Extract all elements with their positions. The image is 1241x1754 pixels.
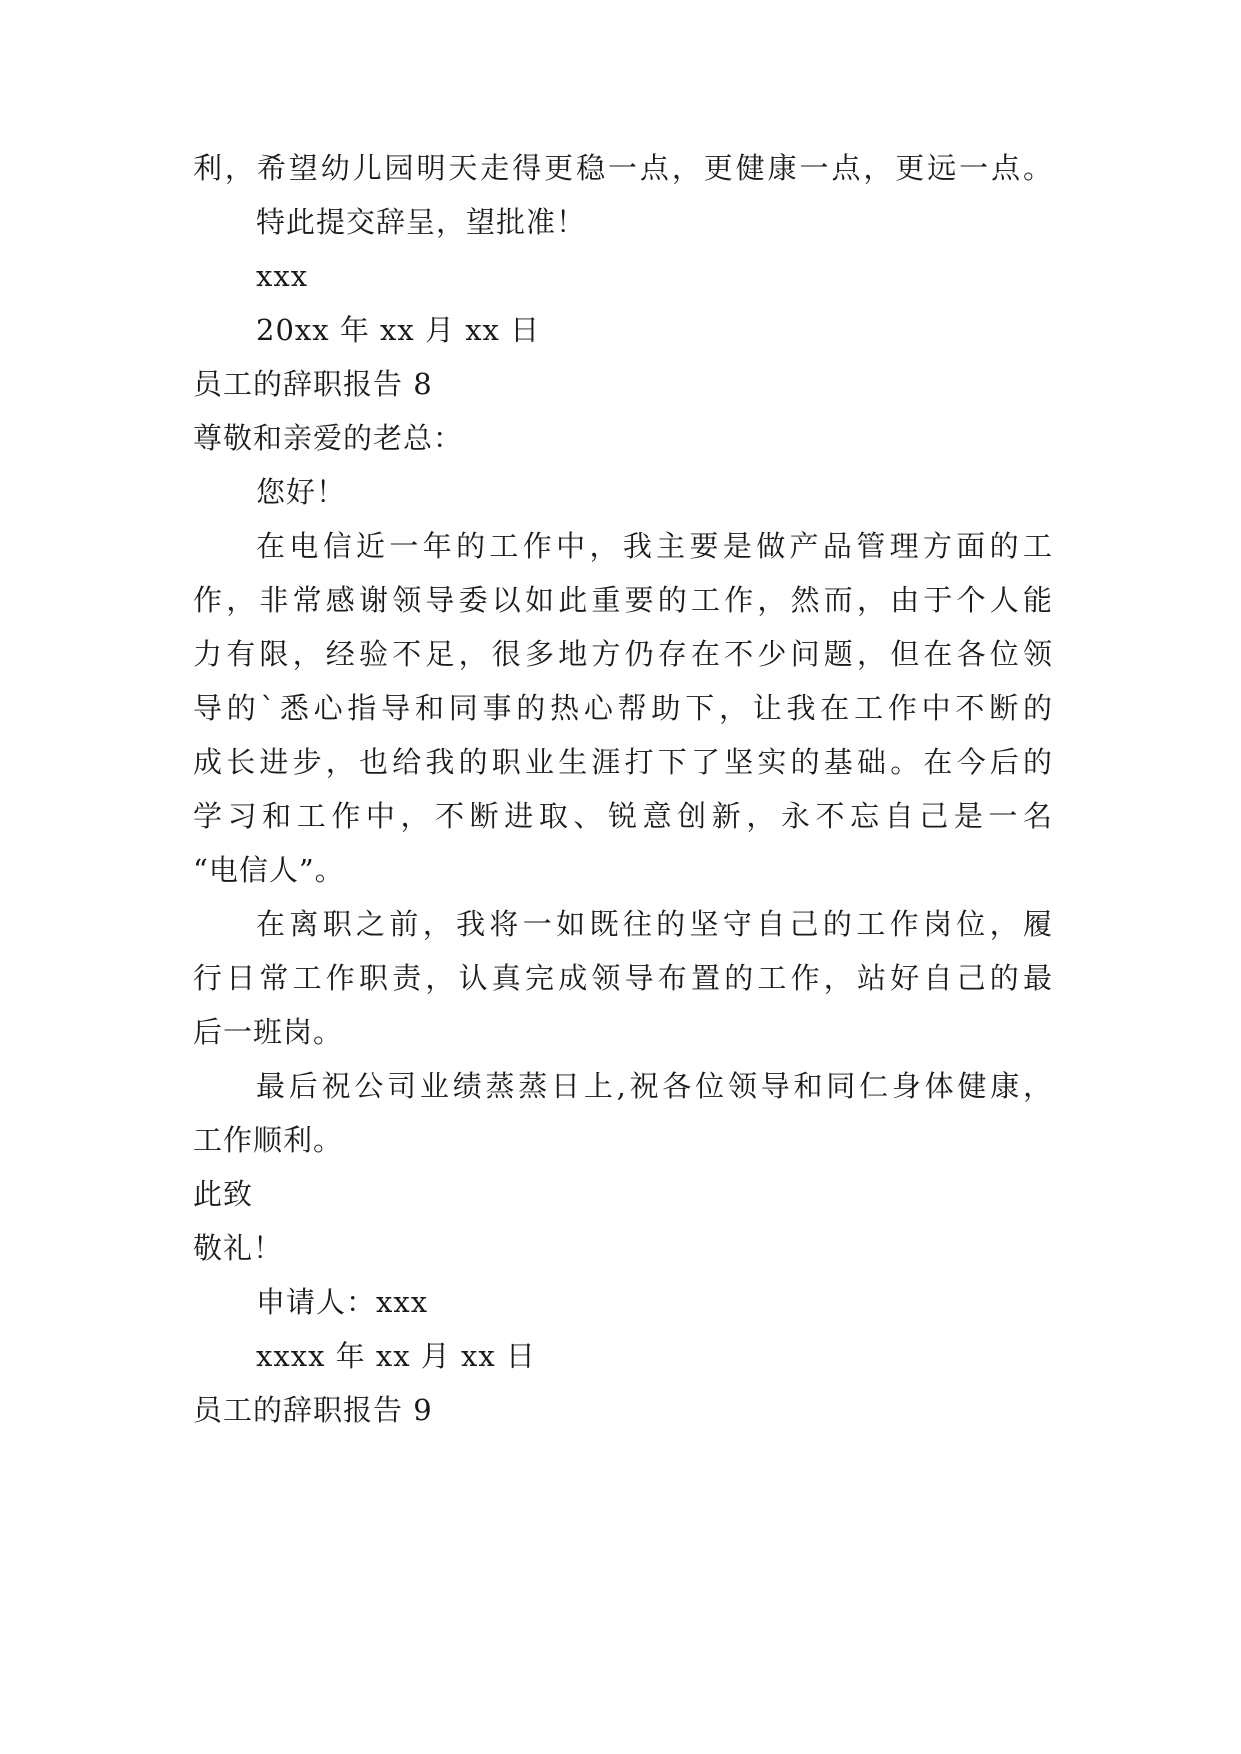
text-line: 成长进步，也给我的职业生涯打下了坚实的基础。在今后的 — [193, 745, 1053, 779]
salutation: 尊敬和亲爱的老总： — [193, 421, 464, 455]
text-line: 行日常工作职责，认真完成领导布置的工作，站好自己的最 — [193, 961, 1053, 995]
text-line: 工作顺利。 — [193, 1123, 344, 1157]
text-line: 后一班岗。 — [193, 1015, 344, 1049]
applicant: 申请人：xxx — [256, 1285, 429, 1319]
section-heading: 员工的辞职报告 8 — [193, 367, 433, 401]
signature-name: xxx — [256, 259, 309, 293]
text-line: 特此提交辞呈，望批准！ — [256, 205, 587, 239]
text-line: 利，希望幼儿园明天走得更稳一点，更健康一点，更远一点。 — [193, 151, 1053, 185]
text-line: 导的`悉心指导和同事的热心帮助下，让我在工作中不断的 — [193, 691, 1053, 725]
text-line: “电信人”。 — [193, 853, 345, 887]
text-line: 在离职之前，我将一如既往的坚守自己的工作岗位，履 — [256, 907, 1053, 941]
closing: 敬礼！ — [193, 1231, 284, 1265]
text-line: 力有限，经验不足，很多地方仍存在不少问题，但在各位领 — [193, 637, 1053, 671]
section-heading: 员工的辞职报告 9 — [193, 1393, 433, 1427]
signature-date: 20xx 年 xx 月 xx 日 — [256, 313, 541, 347]
greeting: 您好！ — [256, 475, 347, 509]
text-line: 学习和工作中，不断进取、锐意创新，永不忘自己是一名 — [193, 799, 1053, 833]
text-line: 作，非常感谢领导委以如此重要的工作，然而，由于个人能 — [193, 583, 1053, 617]
closing: 此致 — [193, 1177, 254, 1211]
text-line: 在电信近一年的工作中，我主要是做产品管理方面的工 — [256, 529, 1053, 563]
signature-date: xxxx 年 xx 月 xx 日 — [256, 1339, 536, 1373]
text-line: 最后祝公司业绩蒸蒸日上,祝各位领导和同仁身体健康， — [256, 1069, 1053, 1103]
